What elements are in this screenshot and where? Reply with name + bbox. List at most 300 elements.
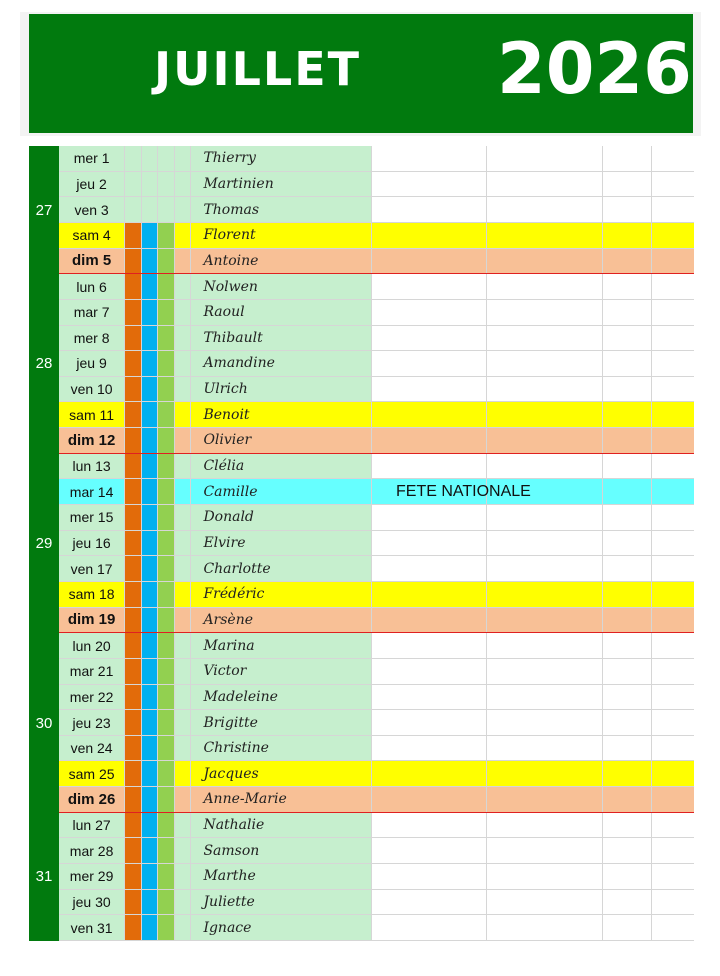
notes-cell[interactable] [487,838,604,863]
notes-cell[interactable] [372,633,487,658]
notes-cell[interactable] [372,172,487,197]
blue-marker-cell[interactable] [142,556,159,581]
orange-marker-cell[interactable] [125,761,142,786]
marker-cell[interactable] [175,608,192,633]
saint-name: Frédéric [191,582,371,607]
green-marker-cell[interactable] [158,146,175,171]
marker-cell[interactable] [175,505,192,530]
day-row [59,787,694,813]
day-row [59,890,694,916]
notes-cell[interactable] [372,197,487,222]
notes-cell[interactable] [487,454,604,479]
orange-marker-cell[interactable] [125,300,142,325]
notes-cell[interactable] [603,685,652,710]
notes-cell[interactable] [603,197,652,222]
notes-cell[interactable] [487,787,604,812]
marker-cell[interactable] [175,736,192,761]
blue-marker-cell[interactable] [142,274,159,299]
notes-cell[interactable] [603,223,652,248]
saint-name: Elvire [191,531,371,556]
notes-cell[interactable] [652,377,694,402]
orange-marker-cell[interactable] [125,736,142,761]
notes-cell[interactable] [652,172,694,197]
green-marker-cell[interactable] [158,223,175,248]
orange-marker-cell[interactable] [125,351,142,376]
notes-cell[interactable] [603,890,652,915]
green-marker-cell[interactable] [158,608,175,633]
green-marker-cell[interactable] [158,787,175,812]
notes-cell[interactable] [372,710,487,735]
notes-cell[interactable] [372,249,487,274]
notes-cell[interactable] [652,710,694,735]
notes-cell[interactable] [652,479,694,504]
marker-cell[interactable] [175,915,192,940]
day-label: mar 7 [59,300,125,325]
notes-cell[interactable] [487,428,604,453]
orange-marker-cell[interactable] [125,582,142,607]
green-marker-cell[interactable] [158,172,175,197]
notes-cell[interactable] [603,556,652,581]
day-row [59,172,694,198]
notes-cell[interactable] [487,608,604,633]
notes-cell[interactable] [603,479,652,504]
marker-cell[interactable] [175,454,192,479]
notes-cell[interactable] [487,223,604,248]
notes-cell[interactable] [372,377,487,402]
day-label: dim 12 [59,428,125,453]
notes-cell[interactable] [652,402,694,427]
notes-cell[interactable] [652,761,694,786]
day-row [59,479,694,505]
green-marker-cell[interactable] [158,479,175,504]
marker-cell[interactable] [175,787,192,812]
blue-marker-cell[interactable] [142,633,159,658]
green-marker-cell[interactable] [158,197,175,222]
orange-marker-cell[interactable] [125,146,142,171]
notes-cell[interactable] [603,864,652,889]
week-number: 31 [29,813,59,941]
marker-cell[interactable] [175,351,192,376]
notes-cell[interactable] [603,582,652,607]
notes-cell[interactable] [372,556,487,581]
blue-marker-cell[interactable] [142,761,159,786]
notes-cell[interactable] [487,736,604,761]
marker-cell[interactable] [175,479,192,504]
marker-cell[interactable] [175,864,192,889]
blue-marker-cell[interactable] [142,659,159,684]
orange-marker-cell[interactable] [125,326,142,351]
orange-marker-cell[interactable] [125,838,142,863]
notes-cell[interactable] [487,377,604,402]
notes-cell[interactable] [652,223,694,248]
notes-cell[interactable] [652,890,694,915]
day-label: mar 14 [59,479,125,504]
notes-cell[interactable] [652,249,694,274]
notes-cell[interactable] [487,710,604,735]
notes-cell[interactable] [603,172,652,197]
blue-marker-cell[interactable] [142,197,159,222]
marker-cell[interactable] [175,813,192,838]
blue-marker-cell[interactable] [142,685,159,710]
notes-cell[interactable] [372,582,487,607]
blue-marker-cell[interactable] [142,838,159,863]
day-label: sam 4 [59,223,125,248]
notes-cell[interactable] [603,710,652,735]
notes-cell[interactable] [372,659,487,684]
notes-cell[interactable] [372,915,487,940]
notes-cell[interactable] [372,890,487,915]
notes-cell[interactable] [487,890,604,915]
green-marker-cell[interactable] [158,326,175,351]
marker-cell[interactable] [175,326,192,351]
notes-cell[interactable] [487,633,604,658]
notes-cell[interactable] [603,402,652,427]
day-label: mer 22 [59,685,125,710]
marker-cell[interactable] [175,428,192,453]
notes-cell[interactable] [487,146,604,171]
month-title: JUILLET [154,42,362,96]
orange-marker-cell[interactable] [125,402,142,427]
orange-marker-cell[interactable] [125,633,142,658]
marker-cell[interactable] [175,685,192,710]
saint-name: Thibault [191,326,371,351]
saint-name: Martinien [191,172,371,197]
blue-marker-cell[interactable] [142,146,159,171]
blue-marker-cell[interactable] [142,172,159,197]
orange-marker-cell[interactable] [125,864,142,889]
notes-cell[interactable] [603,351,652,376]
notes-cell[interactable] [603,249,652,274]
notes-cell[interactable] [487,531,604,556]
notes-cell[interactable] [603,761,652,786]
notes-cell[interactable] [652,428,694,453]
saint-name: Raoul [191,300,371,325]
orange-marker-cell[interactable] [125,197,142,222]
marker-cell[interactable] [175,377,192,402]
green-marker-cell[interactable] [158,710,175,735]
day-label: ven 24 [59,736,125,761]
marker-cell[interactable] [175,197,192,222]
week-number: 28 [29,274,59,454]
notes-cell[interactable] [372,326,487,351]
blue-marker-cell[interactable] [142,710,159,735]
notes-cell[interactable] [603,428,652,453]
green-marker-cell[interactable] [158,813,175,838]
notes-cell[interactable] [603,736,652,761]
saint-name: Antoine [191,249,371,274]
notes-cell[interactable] [372,813,487,838]
notes-cell[interactable] [603,813,652,838]
week-number: 27 [29,146,59,274]
day-label: dim 19 [59,608,125,633]
orange-marker-cell[interactable] [125,608,142,633]
notes-cell[interactable] [652,146,694,171]
saint-name: Nolwen [191,274,371,299]
orange-marker-cell[interactable] [125,454,142,479]
day-label: mer 8 [59,326,125,351]
week-number: 30 [29,633,59,813]
notes-cell[interactable] [652,582,694,607]
notes-cell[interactable] [603,608,652,633]
notes-cell[interactable] [487,864,604,889]
marker-cell[interactable] [175,761,192,786]
notes-cell[interactable] [487,582,604,607]
notes-cell[interactable] [372,454,487,479]
blue-marker-cell[interactable] [142,402,159,427]
notes-cell[interactable] [487,659,604,684]
notes-cell[interactable] [652,274,694,299]
notes-cell[interactable] [487,351,604,376]
blue-marker-cell[interactable] [142,531,159,556]
day-label: lun 27 [59,813,125,838]
orange-marker-cell[interactable] [125,428,142,453]
notes-cell[interactable] [652,633,694,658]
notes-cell[interactable] [372,531,487,556]
saint-name: Brigitte [191,710,371,735]
notes-cell[interactable] [487,813,604,838]
day-row [59,505,694,531]
notes-cell[interactable] [652,556,694,581]
blue-marker-cell[interactable] [142,377,159,402]
day-row [59,326,694,352]
marker-cell[interactable] [175,531,192,556]
notes-cell[interactable] [603,146,652,171]
blue-marker-cell[interactable] [142,787,159,812]
day-row [59,249,694,275]
notes-cell[interactable] [652,326,694,351]
green-marker-cell[interactable] [158,582,175,607]
notes-cell[interactable] [652,736,694,761]
notes-cell[interactable] [652,685,694,710]
day-row [59,274,694,300]
day-label: sam 25 [59,761,125,786]
notes-cell[interactable] [603,633,652,658]
orange-marker-cell[interactable] [125,915,142,940]
marker-cell[interactable] [175,223,192,248]
notes-cell[interactable] [603,915,652,940]
notes-cell[interactable] [372,761,487,786]
orange-marker-cell[interactable] [125,685,142,710]
green-marker-cell[interactable] [158,556,175,581]
notes-cell[interactable] [603,531,652,556]
notes-cell[interactable] [652,608,694,633]
green-marker-cell[interactable] [158,249,175,274]
orange-marker-cell[interactable] [125,556,142,581]
notes-cell[interactable] [372,787,487,812]
notes-cell[interactable] [372,351,487,376]
green-marker-cell[interactable] [158,633,175,658]
orange-marker-cell[interactable] [125,659,142,684]
notes-cell[interactable] [652,813,694,838]
saint-name: Marthe [191,864,371,889]
notes-cell[interactable] [372,685,487,710]
notes-cell[interactable] [487,300,604,325]
month-banner [29,14,693,133]
notes-cell[interactable] [487,685,604,710]
day-row [59,915,694,941]
notes-cell[interactable] [652,531,694,556]
day-label: mar 28 [59,838,125,863]
day-row [59,710,694,736]
marker-cell[interactable] [175,300,192,325]
notes-cell[interactable] [487,761,604,786]
saint-name: Florent [191,223,371,248]
marker-cell[interactable] [175,838,192,863]
day-row [59,300,694,326]
notes-cell[interactable] [603,326,652,351]
marker-cell[interactable] [175,249,192,274]
notes-cell[interactable] [652,505,694,530]
green-marker-cell[interactable] [158,761,175,786]
notes-cell[interactable] [487,172,604,197]
blue-marker-cell[interactable] [142,351,159,376]
orange-marker-cell[interactable] [125,787,142,812]
notes-cell[interactable] [652,838,694,863]
green-marker-cell[interactable] [158,915,175,940]
day-label: dim 5 [59,249,125,274]
green-marker-cell[interactable] [158,300,175,325]
notes-cell[interactable] [487,556,604,581]
day-row [59,736,694,762]
notes-cell[interactable] [603,454,652,479]
notes-cell[interactable] [603,377,652,402]
notes-cell[interactable] [652,915,694,940]
green-marker-cell[interactable] [158,838,175,863]
day-label: jeu 2 [59,172,125,197]
notes-cell[interactable] [372,428,487,453]
notes-cell[interactable] [372,274,487,299]
blue-marker-cell[interactable] [142,479,159,504]
notes-cell[interactable] [603,787,652,812]
blue-marker-cell[interactable] [142,915,159,940]
marker-cell[interactable] [175,710,192,735]
notes-cell[interactable] [652,787,694,812]
green-marker-cell[interactable] [158,505,175,530]
marker-cell[interactable] [175,659,192,684]
orange-marker-cell[interactable] [125,710,142,735]
marker-cell[interactable] [175,402,192,427]
orange-marker-cell[interactable] [125,505,142,530]
day-label: mer 15 [59,505,125,530]
day-label: jeu 16 [59,531,125,556]
notes-cell[interactable] [603,505,652,530]
marker-cell[interactable] [175,146,192,171]
green-marker-cell[interactable] [158,864,175,889]
marker-cell[interactable] [175,633,192,658]
notes-cell[interactable] [372,402,487,427]
notes-cell[interactable] [372,608,487,633]
blue-marker-cell[interactable] [142,582,159,607]
notes-cell[interactable] [372,864,487,889]
green-marker-cell[interactable] [158,402,175,427]
green-marker-cell[interactable] [158,685,175,710]
notes-cell[interactable] [652,300,694,325]
day-row [59,377,694,403]
notes-cell[interactable] [372,736,487,761]
notes-cell[interactable] [487,274,604,299]
notes-cell[interactable] [487,505,604,530]
notes-cell[interactable] [372,838,487,863]
green-marker-cell[interactable] [158,890,175,915]
notes-cell[interactable] [372,223,487,248]
green-marker-cell[interactable] [158,736,175,761]
event-label: FETE NATIONALE [396,482,531,500]
day-row [59,633,694,659]
marker-cell[interactable] [175,582,192,607]
orange-marker-cell[interactable] [125,813,142,838]
notes-cell[interactable] [603,838,652,863]
notes-cell[interactable] [372,300,487,325]
day-row [59,428,694,454]
notes-cell[interactable] [603,659,652,684]
green-marker-cell[interactable] [158,659,175,684]
notes-cell[interactable] [652,659,694,684]
day-label: mar 21 [59,659,125,684]
blue-marker-cell[interactable] [142,608,159,633]
saint-name: Camille [191,479,371,504]
blue-marker-cell[interactable] [142,890,159,915]
notes-cell[interactable] [487,915,604,940]
calendar-header [20,12,701,136]
blue-marker-cell[interactable] [142,300,159,325]
marker-cell[interactable] [175,172,192,197]
orange-marker-cell[interactable] [125,531,142,556]
notes-cell[interactable] [603,300,652,325]
notes-cell[interactable] [372,505,487,530]
notes-cell[interactable] [652,197,694,222]
green-marker-cell[interactable] [158,454,175,479]
notes-cell[interactable] [652,454,694,479]
blue-marker-cell[interactable] [142,428,159,453]
orange-marker-cell[interactable] [125,223,142,248]
green-marker-cell[interactable] [158,377,175,402]
green-marker-cell[interactable] [158,351,175,376]
blue-marker-cell[interactable] [142,505,159,530]
blue-marker-cell[interactable] [142,736,159,761]
orange-marker-cell[interactable] [125,172,142,197]
day-label: jeu 9 [59,351,125,376]
orange-marker-cell[interactable] [125,274,142,299]
day-label: jeu 30 [59,890,125,915]
day-label: ven 10 [59,377,125,402]
day-label: lun 13 [59,454,125,479]
green-marker-cell[interactable] [158,274,175,299]
blue-marker-cell[interactable] [142,813,159,838]
green-marker-cell[interactable] [158,428,175,453]
marker-cell[interactable] [175,556,192,581]
blue-marker-cell[interactable] [142,326,159,351]
notes-cell[interactable] [487,197,604,222]
blue-marker-cell[interactable] [142,864,159,889]
notes-cell[interactable] [603,274,652,299]
notes-cell[interactable] [487,402,604,427]
notes-cell[interactable] [372,146,487,171]
orange-marker-cell[interactable] [125,479,142,504]
blue-marker-cell[interactable] [142,249,159,274]
notes-cell[interactable] [487,249,604,274]
marker-cell[interactable] [175,890,192,915]
orange-marker-cell[interactable] [125,249,142,274]
marker-cell[interactable] [175,274,192,299]
orange-marker-cell[interactable] [125,377,142,402]
notes-cell[interactable] [652,864,694,889]
blue-marker-cell[interactable] [142,223,159,248]
green-marker-cell[interactable] [158,531,175,556]
blue-marker-cell[interactable] [142,454,159,479]
orange-marker-cell[interactable] [125,890,142,915]
notes-cell[interactable] [652,351,694,376]
notes-cell[interactable] [487,326,604,351]
